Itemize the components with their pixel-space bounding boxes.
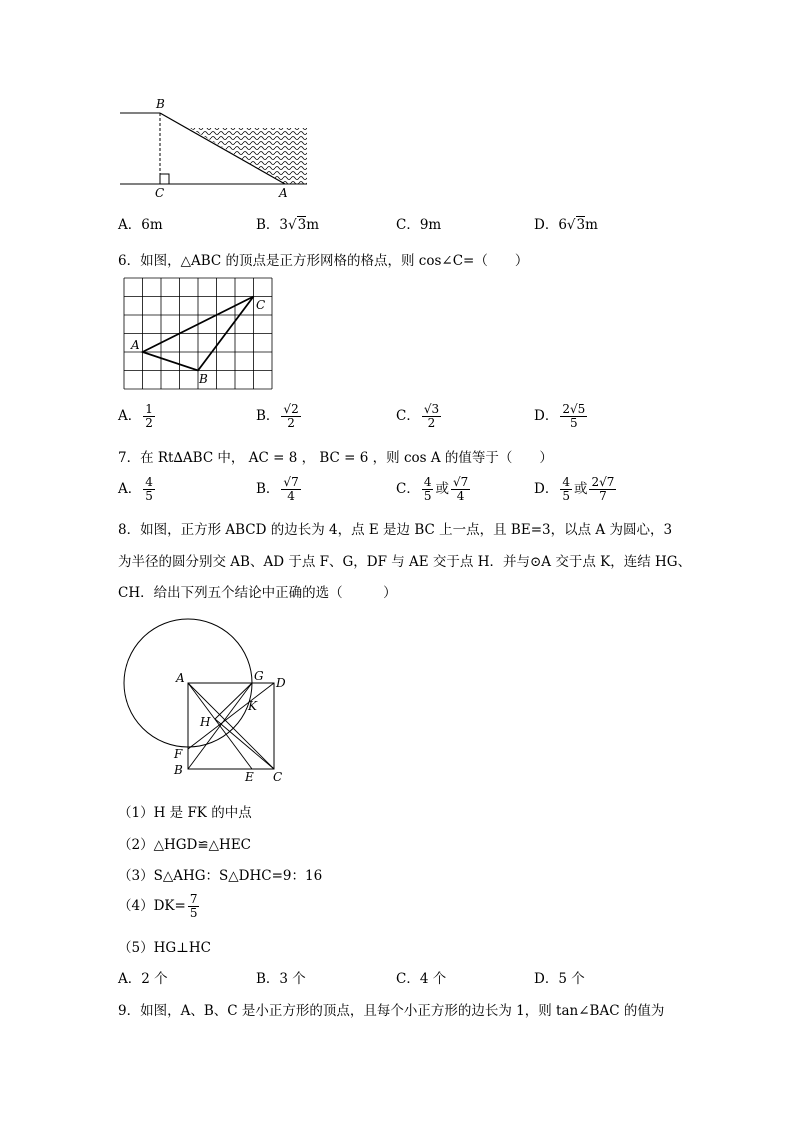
label-b: B bbox=[174, 763, 183, 777]
q8-option-a: A．2 个 bbox=[118, 971, 168, 987]
q7-option-b: B． $\frac{√7}{4}$ bbox=[256, 475, 299, 503]
label-f: F bbox=[174, 747, 183, 761]
q7-option-d: D． $\frac{4}{5}$ 或 $\frac{2√7}{7}$ bbox=[534, 475, 615, 503]
q5-option-a: A．6m bbox=[118, 217, 163, 233]
q8-circle-square-figure bbox=[118, 610, 298, 790]
q6-stem: 6．如图，△ABC 的顶点是正方形网格的格点，则 cos∠C=（ ） bbox=[118, 253, 529, 269]
q5-option-d: D．6√3m bbox=[534, 217, 598, 233]
label-k: K bbox=[248, 699, 257, 713]
q8-stem-line1: 8．如图，正方形 ABCD 的边长为 4，点 E 是边 BC 上一点，且 BE=3，以点 A 为圆心，3 bbox=[118, 522, 673, 538]
q8-option-d: D．5 个 bbox=[534, 971, 585, 987]
q8-statement-5: （5）HG⊥HC bbox=[118, 940, 211, 956]
label-a: A bbox=[279, 186, 288, 200]
label-h: H bbox=[200, 715, 211, 729]
q6-option-a: A． $\frac{1}{2}$ bbox=[118, 402, 153, 430]
label-g: G bbox=[254, 669, 264, 683]
label-e: E bbox=[245, 770, 254, 784]
q8-statement-1: （1）H 是 FK 的中点 bbox=[118, 805, 252, 821]
label-c: C bbox=[256, 298, 266, 312]
label-a: A bbox=[131, 338, 140, 352]
q7-option-c: C． $\frac{4}{5}$ 或 $\frac{√7}{4}$ bbox=[396, 475, 469, 503]
q7-stem: 7．在 Rt∆ABC 中， AC = 8 ， BC = 6 ，则 cos A 的值等于（ ） bbox=[118, 450, 553, 466]
q6-option-d: D． $\frac{2√5}{5}$ bbox=[534, 402, 586, 430]
slope-figure bbox=[115, 95, 315, 205]
label-a: A bbox=[176, 671, 185, 685]
label-b: B bbox=[156, 97, 165, 111]
label-d: D bbox=[276, 676, 286, 690]
q6-option-c: C． $\frac{√3}{2}$ bbox=[396, 402, 440, 430]
q8-stem-line3: CH．给出下列五个结论中正确的选（ ） bbox=[118, 585, 397, 601]
q6-option-b: B． $\frac{√2}{2}$ bbox=[256, 402, 299, 430]
q8-option-b: B．3 个 bbox=[256, 971, 306, 987]
q8-statement-2: （2）△HGD≌△HEC bbox=[118, 837, 252, 853]
q7-option-a: A． $\frac{4}{5}$ bbox=[118, 475, 153, 503]
q8-option-c: C．4 个 bbox=[396, 971, 447, 987]
q8-statement-4: （4）DK= $\frac{7}{5}$ bbox=[118, 892, 198, 920]
q8-statement-3: （3）S△AHG：S△DHC=9：16 bbox=[118, 868, 323, 884]
label-b: B bbox=[199, 372, 208, 386]
label-c: C bbox=[155, 186, 165, 200]
q8-stem-line2: 为半径的圆分别交 AB、AD 于点 F、G，DF 与 AE 交于点 H．并与⊙A 交于点 K，连结 HG、 bbox=[118, 554, 692, 570]
q5-option-c: C．9m bbox=[396, 217, 442, 233]
q9-stem: 9．如图，A、B、C 是小正方形的顶点，且每个小正方形的边长为 1，则 tan∠BAC 的值为 bbox=[118, 1003, 665, 1019]
q5-option-b: B．3√3m bbox=[256, 217, 320, 233]
label-c: C bbox=[273, 770, 283, 784]
q6-grid-figure bbox=[118, 275, 278, 390]
